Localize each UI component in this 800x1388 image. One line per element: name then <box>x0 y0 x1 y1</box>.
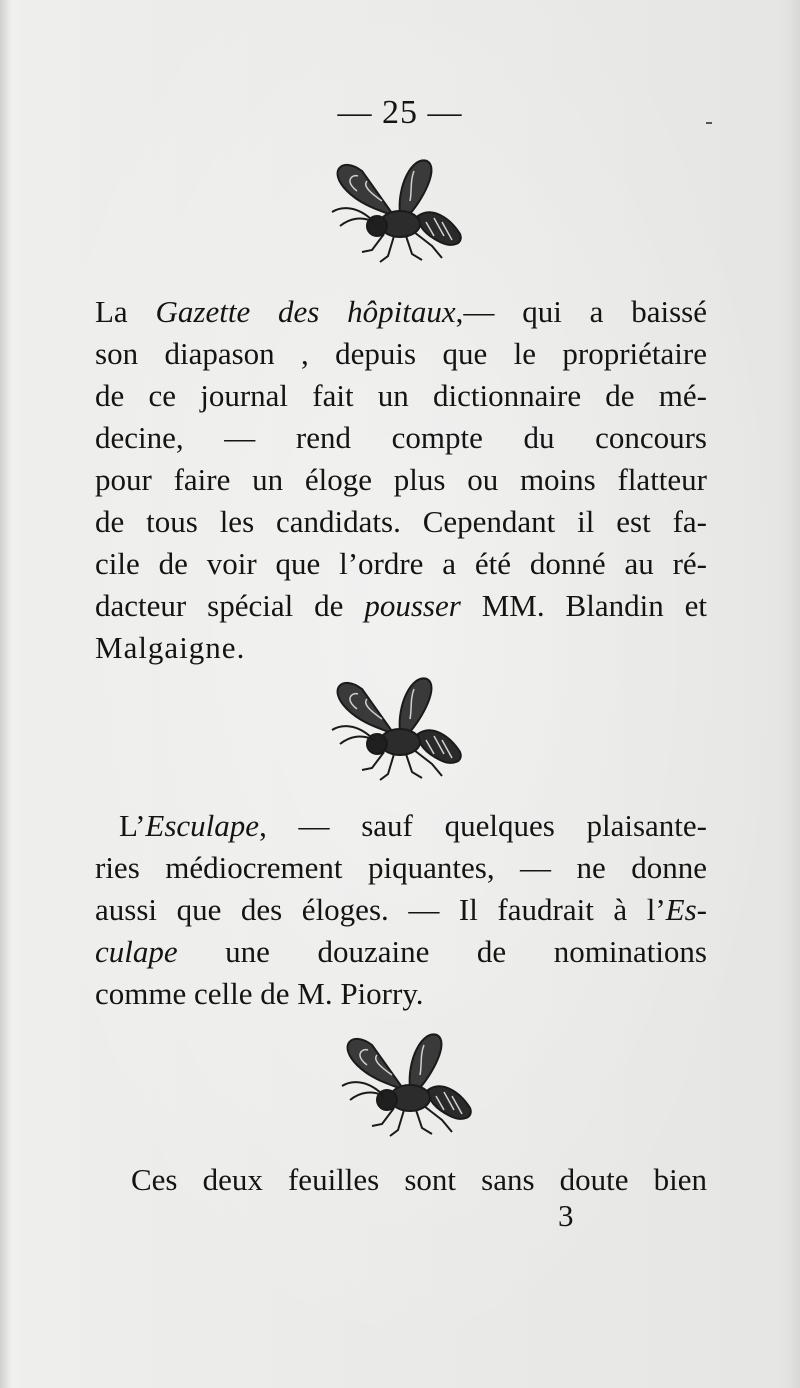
bee-icon <box>322 664 472 794</box>
text-line: La Gazette des hôpitaux,— qui a baissé <box>95 294 707 329</box>
print-mark <box>706 122 712 124</box>
page-edge-shadow-right <box>790 0 800 1388</box>
text-line: de tous les candidats. Cependant il est fa- <box>95 504 707 539</box>
paragraph-3 <box>95 1159 707 1201</box>
text-line: pour faire un éloge plus ou moins flatteur <box>95 462 707 497</box>
page-edge-shadow-left <box>0 0 12 1388</box>
text-line: dacteur spécial de pousser MM. Blandin et <box>95 588 707 623</box>
text-line: decine, — rend compte du concours <box>95 420 707 455</box>
bee-icon <box>332 1020 482 1150</box>
signature-mark: 3 <box>558 1198 574 1233</box>
text-line: aussi que des éloges. — Il faudrait à l’Es- <box>95 892 707 927</box>
paragraph-2 <box>95 805 707 1015</box>
text-line: de ce journal fait un dictionnaire de mé- <box>95 378 707 413</box>
page-number: — 25 — <box>337 94 463 131</box>
text-line: Ces deux feuilles sont sans doute bien <box>131 1162 707 1197</box>
text-line: son diapason , depuis que le propriétaire <box>95 336 707 371</box>
text-line: Malgaigne. <box>95 630 246 665</box>
text-line: culape une douzaine de nominations <box>95 934 707 969</box>
text-line: cile de voir que l’ordre a été donné au ré- <box>95 546 707 581</box>
text-line: ries médiocrement piquantes, — ne donne <box>95 850 707 885</box>
paragraph-1 <box>95 291 707 669</box>
text-line: comme celle de M. Piorry. <box>95 976 424 1011</box>
text-line: L’Esculape, — sauf quelques plaisante- <box>119 808 707 843</box>
bee-icon <box>322 146 472 276</box>
